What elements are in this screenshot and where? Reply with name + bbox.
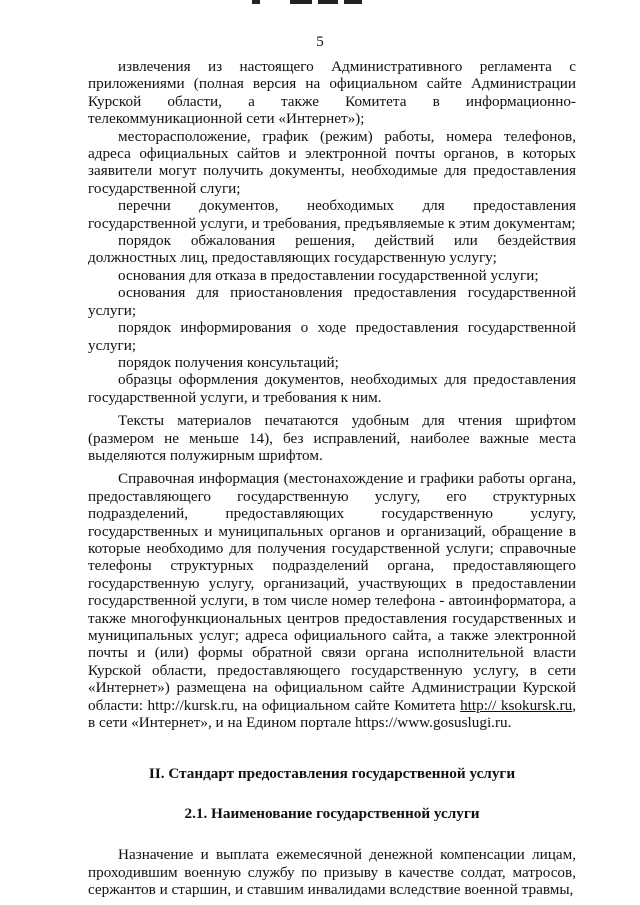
reference-info-tail: , в сети «Интернет», и на Едином портале https://www.gosuslugi.ru.	[88, 696, 576, 732]
reference-info-text: Справочная информация (местонахождение и графики работы органа, предоставляющего государственную услугу, его структурных подразделений, предоставляющих государственную услугу, государственных и муниципальных органов и организаций, обращение в которые необходимо для получения государственной услуги; справочные телефоны структурных подразделений органа, предоставляющего государственную услугу, организаций, участвующих в предоставлении государственной услуги, в том числе номер телефона - автоинформатора, а также многофункциональных центров предоставления государственных и муниципальных услуг; адреса официального сайта, а также электронной почты и (или) формы обратной связи органа исполнительной власти Курской области, предоставляющего государственную услугу, в сети «Интернет») размещена на официальном сайте Администрации Курской области: http://kursk.ru, на официальном сайте Комитета	[88, 470, 576, 714]
paragraph-extracts: извлечения из настоящего Административного регламента с приложениями (полная версия на официальном сайте Администрации Курской области, а также Комитета в информационно-телекоммуникационной сети «Интернет»);	[88, 58, 576, 128]
scan-edge-mark	[252, 0, 362, 4]
paragraph-text-materials: Тексты материалов печатаются удобным для чтения шрифтом (размером не меньше 14), без исправлений, наиболее важные места выделяются полужирным шрифтом.	[88, 412, 576, 464]
paragraph-progress-info: порядок информирования о ходе предоставления государственной услуги;	[88, 319, 576, 354]
document-body	[88, 58, 576, 898]
section-heading: II. Стандарт предоставления государственной услуги	[148, 765, 516, 783]
paragraph-suspension-grounds: основания для приостановления предоставления государственной услуги;	[88, 284, 576, 319]
committee-site-link[interactable]: http:// ksokursk.ru	[460, 696, 573, 714]
paragraph-document-samples: образцы оформления документов, необходимых для предоставления государственной услуги, и требования к ним.	[88, 371, 576, 406]
page-number: 5	[316, 34, 324, 50]
paragraph-refusal-grounds: основания для отказа в предоставлении государственной услуги;	[118, 266, 539, 284]
paragraph-service-name: Назначение и выплата ежемесячной денежной компенсации лицам, проходившим военную службу по призыву в качестве солдат, матросов, сержантов и старшин, и ставшим инвалидами вследствие военной травмы,	[88, 846, 576, 899]
paragraph-consultations: порядок получения консультаций;	[118, 353, 339, 371]
subsection-heading: 2.1. Наименование государственной услуги	[184, 804, 480, 822]
paragraph-appeal-procedure: порядок обжалования решения, действий или бездействия должностных лиц, предоставляющих государственную услугу;	[88, 232, 576, 267]
paragraph-documents-list: перечни документов, необходимых для предоставления государственной услуги, и требования, предъявляемые к этим документам;	[88, 197, 576, 232]
paragraph-reference-info	[88, 470, 576, 731]
paragraph-location: месторасположение, график (режим) работы, номера телефонов, адреса официальных сайтов и электронной почты органов, в которых заявители могут получить документы, необходимые для предоставления государственной слуги;	[88, 127, 576, 197]
